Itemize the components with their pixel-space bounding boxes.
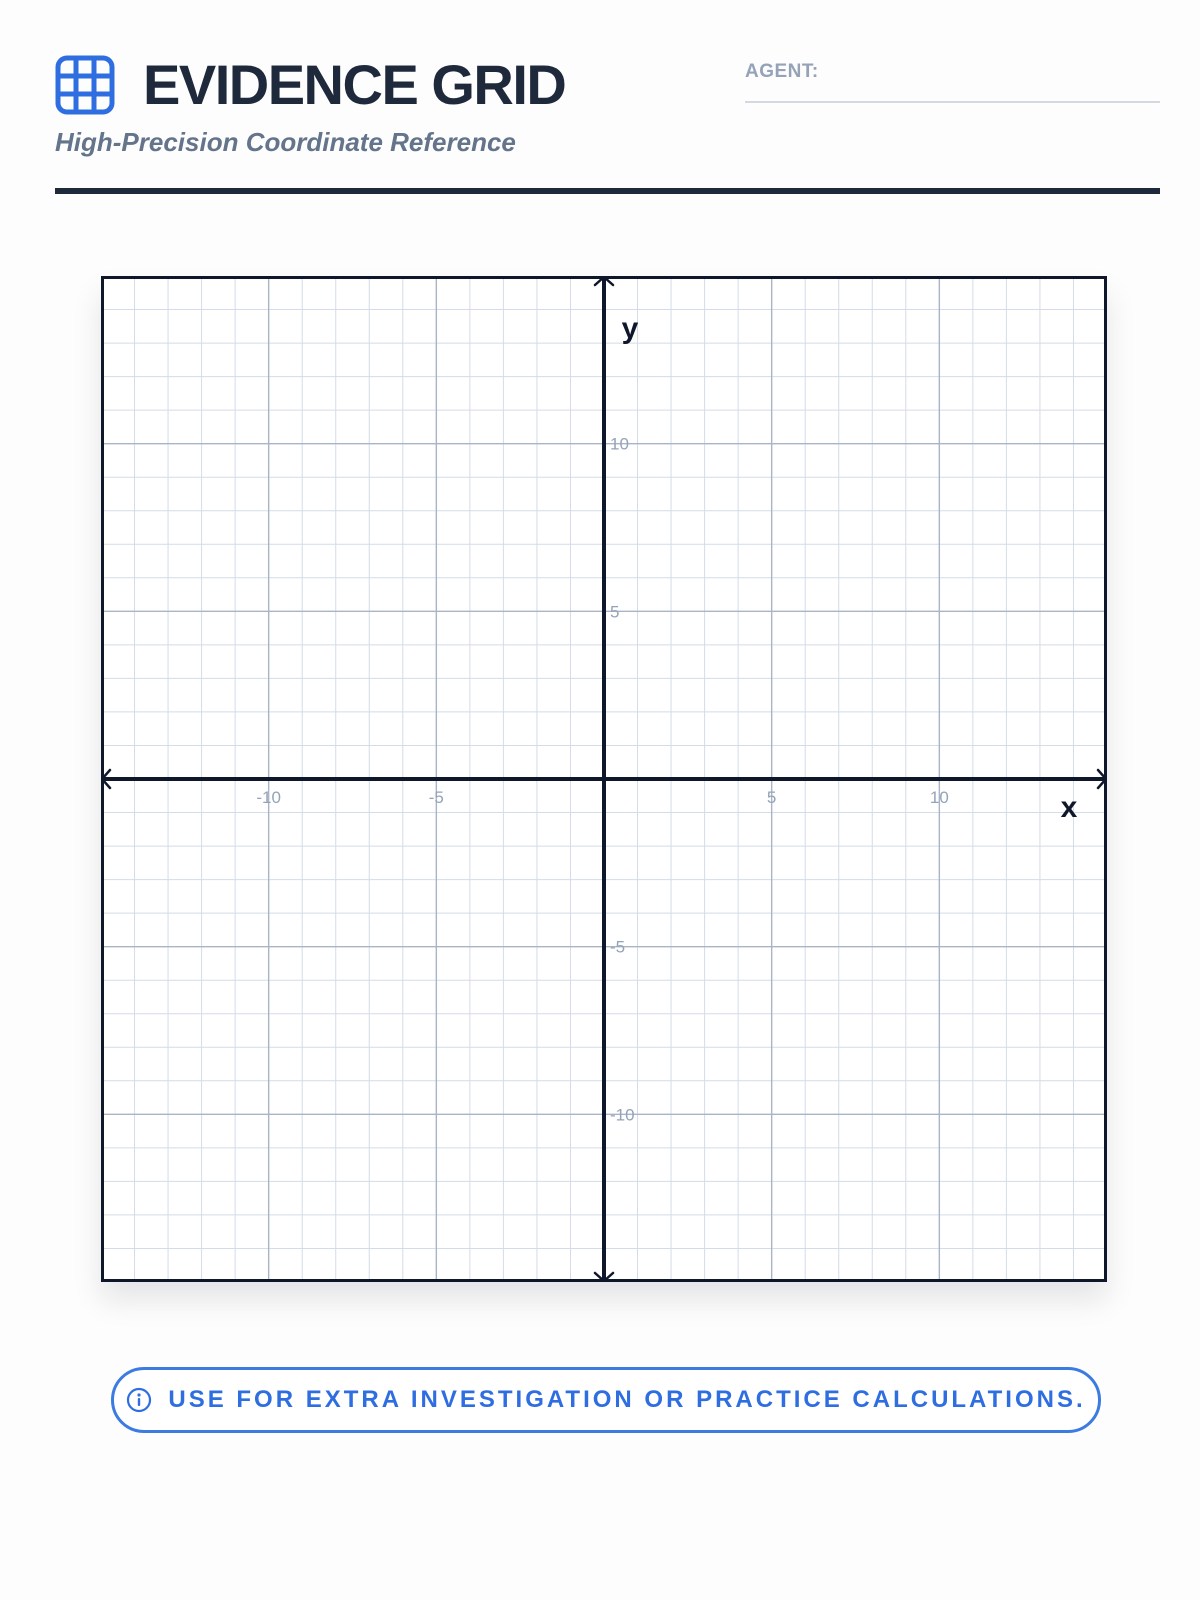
y-axis-label: y xyxy=(621,312,639,345)
y-tick-label: -10 xyxy=(610,1105,635,1125)
brand-row xyxy=(55,55,565,115)
usage-note xyxy=(111,1367,1101,1433)
x-tick-label: -10 xyxy=(256,788,281,807)
page-title: EVIDENCE GRID xyxy=(143,53,566,116)
page-header xyxy=(55,55,1160,195)
y-tick-label: 10 xyxy=(610,434,629,454)
x-axis-label: x xyxy=(1060,791,1078,824)
page-subtitle: High-Precision Coordinate Reference xyxy=(55,127,516,157)
x-tick-label: 5 xyxy=(766,788,777,807)
coordinate-grid xyxy=(101,276,1107,1282)
info-icon xyxy=(126,1387,152,1413)
agent-label: AGENT: xyxy=(745,61,819,82)
agent-field[interactable] xyxy=(745,61,1160,103)
axes xyxy=(101,276,1107,1282)
grid-icon xyxy=(55,55,115,115)
header-divider xyxy=(55,188,1160,194)
usage-note-text: USE FOR EXTRA INVESTIGATION OR PRACTICE CALCULATIONS. xyxy=(168,1386,1086,1413)
y-tick-label: -5 xyxy=(610,937,626,957)
y-tick-label: 5 xyxy=(610,602,620,622)
coordinate-plane[interactable] xyxy=(101,276,1107,1282)
x-tick-label: -5 xyxy=(428,788,444,807)
x-tick-label: 10 xyxy=(929,788,949,807)
axis-labels xyxy=(622,312,1078,824)
